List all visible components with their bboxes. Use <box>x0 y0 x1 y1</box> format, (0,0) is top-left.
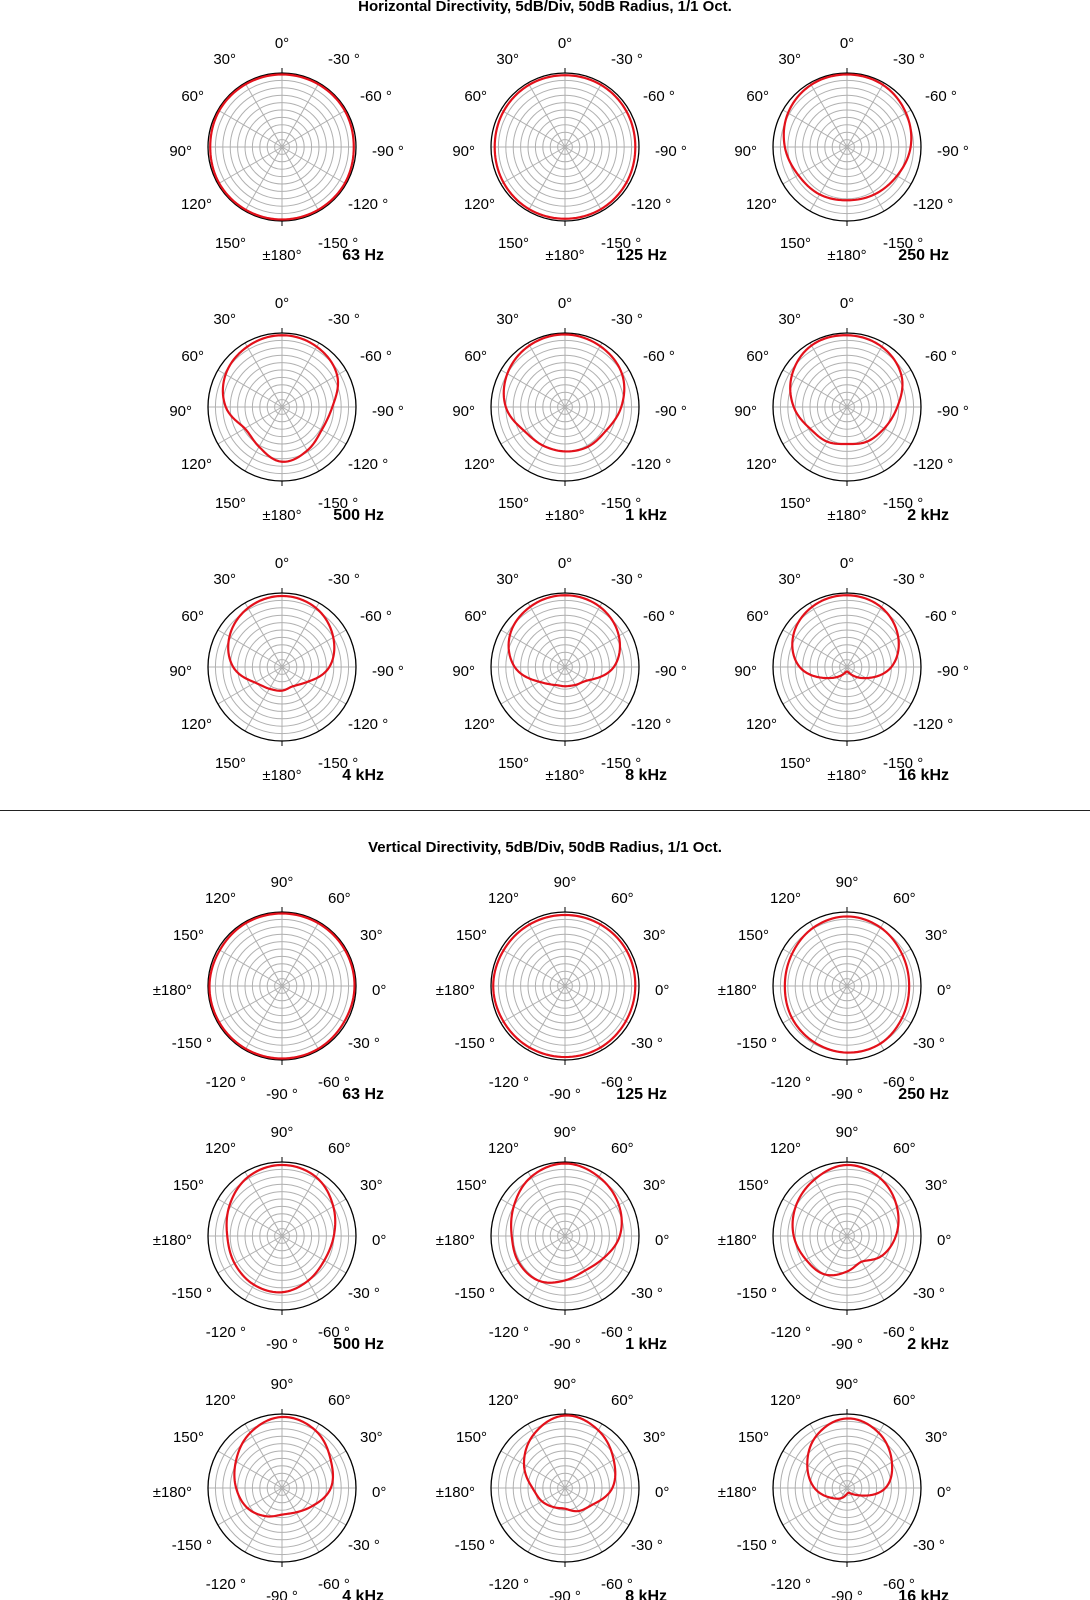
angle-label: 30° <box>213 311 236 328</box>
angle-label: 150° <box>214 495 246 512</box>
frequency-label: 4 kHz <box>342 767 384 784</box>
polar-plot-horizontal-2-khz <box>734 295 969 524</box>
angle-label: 0° <box>557 35 573 52</box>
angle-label: -90 ° <box>549 1336 581 1353</box>
angle-label: -30 ° <box>631 1537 663 1554</box>
angle-label: -30 ° <box>611 571 643 588</box>
angle-label: -90 ° <box>831 1336 863 1353</box>
angle-label: 0° <box>274 295 290 312</box>
vertical-directivity-title: Vertical Directivity, 5dB/Div, 50dB Radius, 1/1 Oct. <box>368 839 722 856</box>
angle-label: ±180° <box>717 1232 757 1249</box>
angle-label: -120 ° <box>205 1576 246 1593</box>
angle-label: 120° <box>463 196 495 213</box>
angle-label: 150° <box>497 755 529 772</box>
angle-label: -120 ° <box>348 716 389 733</box>
angle-label: 0° <box>937 982 952 999</box>
angle-label: ±180° <box>262 507 302 524</box>
frequency-label: 1 kHz <box>625 507 667 524</box>
angle-label: -30 ° <box>328 311 360 328</box>
angle-label: -150 ° <box>601 235 642 252</box>
response-curve <box>511 1163 622 1282</box>
angle-label: 150° <box>497 495 529 512</box>
angle-label: 150° <box>779 755 811 772</box>
angle-label: -150 ° <box>318 755 359 772</box>
angle-label: -90 ° <box>937 663 969 680</box>
angle-label: -120 ° <box>631 716 672 733</box>
angle-label: 0° <box>372 1484 387 1501</box>
angle-label: -150 ° <box>171 1035 212 1052</box>
angle-label: 30° <box>360 927 383 944</box>
angle-label: 120° <box>204 1392 236 1409</box>
angle-label: 120° <box>769 890 801 907</box>
angle-label: 30° <box>213 51 236 68</box>
angle-label: -120 ° <box>205 1074 246 1091</box>
angle-label: 120° <box>204 1140 236 1157</box>
angle-label: 0° <box>937 1232 952 1249</box>
frequency-label: 4 kHz <box>342 1588 384 1600</box>
angle-label: 150° <box>214 235 246 252</box>
frequency-label: 125 Hz <box>616 247 667 264</box>
polar-plot-horizontal-500-hz <box>169 295 404 524</box>
polar-plot-horizontal-250-hz <box>734 35 969 264</box>
polar-plot-vertical-16-khz <box>718 1376 952 1600</box>
angle-label: 60° <box>893 1392 916 1409</box>
polar-plot-horizontal-63-hz <box>169 35 404 264</box>
angle-label: 0° <box>655 1484 670 1501</box>
angle-label: 60° <box>893 890 916 907</box>
polar-plot-horizontal-125-hz <box>452 35 687 264</box>
polar-plot-horizontal-1-khz <box>452 295 687 524</box>
angle-label: 60° <box>893 1140 916 1157</box>
polar-plot-horizontal-8-khz <box>452 555 687 784</box>
angle-label: -90 ° <box>372 663 404 680</box>
angle-label: -60 ° <box>883 1576 915 1593</box>
angle-label: -90 ° <box>266 1336 298 1353</box>
angle-label: 150° <box>172 1177 204 1194</box>
angle-label: -120 ° <box>913 456 954 473</box>
angle-label: -90 ° <box>266 1086 298 1103</box>
response-curve <box>784 74 912 200</box>
angle-label: -30 ° <box>913 1285 945 1302</box>
angle-label: 150° <box>172 927 204 944</box>
angle-label: -60 ° <box>360 88 392 105</box>
angle-label: -120 ° <box>205 1324 246 1341</box>
angle-label: -30 ° <box>913 1035 945 1052</box>
angle-label: 120° <box>769 1392 801 1409</box>
angle-label: -90 ° <box>831 1086 863 1103</box>
angle-label: 30° <box>778 51 801 68</box>
polar-plot-vertical-8-khz <box>436 1376 670 1600</box>
angle-label: 30° <box>360 1429 383 1446</box>
angle-label: 60° <box>611 890 634 907</box>
angle-label: -150 ° <box>318 235 359 252</box>
frequency-label: 63 Hz <box>342 247 384 264</box>
angle-label: 120° <box>463 716 495 733</box>
angle-label: -150 ° <box>171 1537 212 1554</box>
angle-label: -150 ° <box>454 1035 495 1052</box>
angle-label: 90° <box>835 874 859 891</box>
angle-label: -120 ° <box>913 196 954 213</box>
angle-label: 150° <box>779 235 811 252</box>
angle-label: -30 ° <box>611 51 643 68</box>
angle-label: 30° <box>778 571 801 588</box>
angle-label: 90° <box>452 663 475 680</box>
angle-label: 150° <box>737 927 769 944</box>
angle-label: ±180° <box>152 1484 192 1501</box>
angle-label: 0° <box>839 295 855 312</box>
angle-label: 60° <box>746 88 769 105</box>
frequency-label: 8 kHz <box>625 1588 667 1600</box>
angle-label: -60 ° <box>360 348 392 365</box>
angle-label: ±180° <box>827 767 867 784</box>
angle-label: 0° <box>372 982 387 999</box>
angle-label: 120° <box>487 1392 519 1409</box>
angle-label: 90° <box>734 403 757 420</box>
angle-label: 90° <box>270 1376 294 1393</box>
angle-label: 60° <box>611 1140 634 1157</box>
angle-label: ±180° <box>262 247 302 264</box>
angle-label: -120 ° <box>770 1324 811 1341</box>
angle-label: 120° <box>487 890 519 907</box>
angle-label: -90 ° <box>937 403 969 420</box>
angle-label: -30 ° <box>893 51 925 68</box>
angle-label: -60 ° <box>883 1074 915 1091</box>
response-curve <box>790 335 902 444</box>
angle-label: 60° <box>746 608 769 625</box>
angle-label: -90 ° <box>372 143 404 160</box>
angle-label: 0° <box>937 1484 952 1501</box>
frequency-label: 500 Hz <box>333 1336 384 1353</box>
angle-label: 0° <box>655 1232 670 1249</box>
angle-label: -120 ° <box>631 456 672 473</box>
frequency-label: 16 kHz <box>898 767 949 784</box>
angle-label: 60° <box>464 348 487 365</box>
angle-label: 90° <box>169 663 192 680</box>
angle-label: -90 ° <box>655 403 687 420</box>
frequency-label: 8 kHz <box>625 767 667 784</box>
angle-label: 120° <box>745 716 777 733</box>
angle-label: -30 ° <box>893 571 925 588</box>
angle-label: -60 ° <box>601 1576 633 1593</box>
angle-label: 150° <box>214 755 246 772</box>
angle-label: -150 ° <box>736 1035 777 1052</box>
angle-label: 60° <box>181 608 204 625</box>
frequency-label: 2 kHz <box>907 507 949 524</box>
angle-label: -150 ° <box>883 495 924 512</box>
angle-label: -60 ° <box>601 1074 633 1091</box>
angle-label: ±180° <box>827 247 867 264</box>
angle-label: -60 ° <box>318 1074 350 1091</box>
angle-label: -120 ° <box>488 1074 529 1091</box>
polar-plot-vertical-500-hz <box>153 1124 387 1353</box>
angle-label: -30 ° <box>328 51 360 68</box>
angle-label: 150° <box>172 1429 204 1446</box>
angle-label: -90 ° <box>549 1086 581 1103</box>
angle-label: 30° <box>925 927 948 944</box>
angle-label: 120° <box>180 716 212 733</box>
angle-label: 60° <box>181 348 204 365</box>
angle-label: -120 ° <box>348 196 389 213</box>
angle-label: 90° <box>553 874 577 891</box>
angle-label: 30° <box>496 571 519 588</box>
angle-label: 120° <box>745 196 777 213</box>
angle-label: -120 ° <box>770 1074 811 1091</box>
angle-label: -60 ° <box>643 608 675 625</box>
angle-label: -90 ° <box>372 403 404 420</box>
angle-label: -60 ° <box>925 88 957 105</box>
angle-label: -90 ° <box>266 1588 298 1600</box>
angle-label: -60 ° <box>883 1324 915 1341</box>
angle-label: ±180° <box>717 1484 757 1501</box>
angle-label: 60° <box>611 1392 634 1409</box>
angle-label: 120° <box>463 456 495 473</box>
angle-label: ±180° <box>152 982 192 999</box>
angle-label: 30° <box>643 1177 666 1194</box>
angle-label: 60° <box>181 88 204 105</box>
angle-label: 30° <box>496 311 519 328</box>
angle-label: 90° <box>553 1124 577 1141</box>
polar-plot-vertical-125-hz <box>436 874 670 1103</box>
frequency-label: 125 Hz <box>616 1086 667 1103</box>
angle-label: 150° <box>737 1429 769 1446</box>
angle-label: 0° <box>655 982 670 999</box>
angle-label: 120° <box>180 196 212 213</box>
angle-label: 150° <box>737 1177 769 1194</box>
angle-label: 60° <box>746 348 769 365</box>
angle-label: ±180° <box>545 767 585 784</box>
angle-label: -90 ° <box>655 143 687 160</box>
angle-label: 60° <box>464 608 487 625</box>
frequency-label: 250 Hz <box>898 247 949 264</box>
angle-label: 150° <box>455 1429 487 1446</box>
angle-label: 0° <box>839 555 855 572</box>
angle-label: -150 ° <box>601 755 642 772</box>
angle-label: -150 ° <box>736 1537 777 1554</box>
angle-label: 90° <box>452 403 475 420</box>
angle-label: -60 ° <box>601 1324 633 1341</box>
angle-label: -30 ° <box>893 311 925 328</box>
angle-label: -90 ° <box>937 143 969 160</box>
angle-label: 90° <box>270 874 294 891</box>
angle-label: 60° <box>464 88 487 105</box>
angle-label: 30° <box>643 1429 666 1446</box>
angle-label: 0° <box>557 555 573 572</box>
angle-label: 150° <box>455 1177 487 1194</box>
angle-label: -150 ° <box>171 1285 212 1302</box>
angle-label: ±180° <box>717 982 757 999</box>
angle-label: 0° <box>372 1232 387 1249</box>
frequency-label: 16 kHz <box>898 1588 949 1600</box>
angle-label: 60° <box>328 1140 351 1157</box>
angle-label: 90° <box>270 1124 294 1141</box>
angle-label: -120 ° <box>488 1324 529 1341</box>
horizontal-directivity-title: Horizontal Directivity, 5dB/Div, 50dB Radius, 1/1 Oct. <box>358 0 732 15</box>
angle-label: -60 ° <box>318 1324 350 1341</box>
angle-label: 90° <box>734 143 757 160</box>
angle-label: -90 ° <box>549 1588 581 1600</box>
angle-label: 90° <box>734 663 757 680</box>
angle-label: 30° <box>213 571 236 588</box>
angle-label: ±180° <box>435 1232 475 1249</box>
angle-label: ±180° <box>435 982 475 999</box>
angle-label: 150° <box>779 495 811 512</box>
angle-label: -30 ° <box>328 571 360 588</box>
polar-plot-horizontal-4-khz <box>169 555 404 784</box>
angle-label: 0° <box>557 295 573 312</box>
angle-label: -90 ° <box>655 663 687 680</box>
angle-label: -120 ° <box>913 716 954 733</box>
angle-label: 30° <box>778 311 801 328</box>
frequency-label: 63 Hz <box>342 1086 384 1103</box>
frequency-label: 2 kHz <box>907 1336 949 1353</box>
angle-label: -60 ° <box>925 348 957 365</box>
angle-label: -30 ° <box>348 1035 380 1052</box>
response-curve <box>504 334 625 451</box>
angle-label: 30° <box>360 1177 383 1194</box>
polar-plot-vertical-63-hz <box>153 874 387 1103</box>
angle-label: -60 ° <box>318 1576 350 1593</box>
angle-label: 90° <box>169 143 192 160</box>
angle-label: -150 ° <box>736 1285 777 1302</box>
angle-label: 90° <box>835 1376 859 1393</box>
angle-label: -120 ° <box>348 456 389 473</box>
frequency-label: 500 Hz <box>333 507 384 524</box>
polar-plot-vertical-250-hz <box>718 874 952 1103</box>
angle-label: -30 ° <box>348 1537 380 1554</box>
response-curve <box>223 335 338 462</box>
angle-label: 120° <box>180 456 212 473</box>
angle-label: 120° <box>769 1140 801 1157</box>
angle-label: -60 ° <box>643 88 675 105</box>
angle-label: 0° <box>274 35 290 52</box>
angle-label: 120° <box>487 1140 519 1157</box>
angle-label: 30° <box>643 927 666 944</box>
angle-label: -150 ° <box>883 235 924 252</box>
angle-label: 90° <box>452 143 475 160</box>
angle-label: -120 ° <box>488 1576 529 1593</box>
angle-label: -150 ° <box>883 755 924 772</box>
angle-label: -150 ° <box>601 495 642 512</box>
angle-label: -90 ° <box>831 1588 863 1600</box>
angle-label: -60 ° <box>643 348 675 365</box>
angle-label: ±180° <box>827 507 867 524</box>
angle-label: -60 ° <box>925 608 957 625</box>
angle-label: 150° <box>497 235 529 252</box>
angle-label: 150° <box>455 927 487 944</box>
angle-label: ±180° <box>262 767 302 784</box>
angle-label: -120 ° <box>770 1576 811 1593</box>
angle-label: -30 ° <box>913 1537 945 1554</box>
angle-label: 0° <box>274 555 290 572</box>
angle-label: 120° <box>745 456 777 473</box>
angle-label: 60° <box>328 1392 351 1409</box>
angle-label: -150 ° <box>454 1285 495 1302</box>
angle-label: 60° <box>328 890 351 907</box>
angle-label: ±180° <box>152 1232 192 1249</box>
angle-label: ±180° <box>435 1484 475 1501</box>
angle-label: 30° <box>925 1429 948 1446</box>
angle-label: -60 ° <box>360 608 392 625</box>
response-curve <box>509 595 620 686</box>
angle-label: 30° <box>496 51 519 68</box>
angle-label: -30 ° <box>631 1285 663 1302</box>
frequency-label: 1 kHz <box>625 1336 667 1353</box>
angle-label: 0° <box>839 35 855 52</box>
angle-label: 90° <box>169 403 192 420</box>
angle-label: -150 ° <box>454 1537 495 1554</box>
angle-label: -30 ° <box>348 1285 380 1302</box>
polar-plot-vertical-2-khz <box>718 1124 952 1353</box>
angle-label: -30 ° <box>631 1035 663 1052</box>
angle-label: 90° <box>553 1376 577 1393</box>
angle-label: ±180° <box>545 507 585 524</box>
polar-plot-vertical-4-khz <box>153 1376 387 1600</box>
frequency-label: 250 Hz <box>898 1086 949 1103</box>
angle-label: -150 ° <box>318 495 359 512</box>
polar-plot-horizontal-16-khz <box>734 555 969 784</box>
polar-plot-vertical-1-khz <box>436 1124 670 1353</box>
angle-label: 90° <box>835 1124 859 1141</box>
angle-label: -120 ° <box>631 196 672 213</box>
angle-label: ±180° <box>545 247 585 264</box>
angle-label: -30 ° <box>611 311 643 328</box>
angle-label: 120° <box>204 890 236 907</box>
angle-label: 30° <box>925 1177 948 1194</box>
